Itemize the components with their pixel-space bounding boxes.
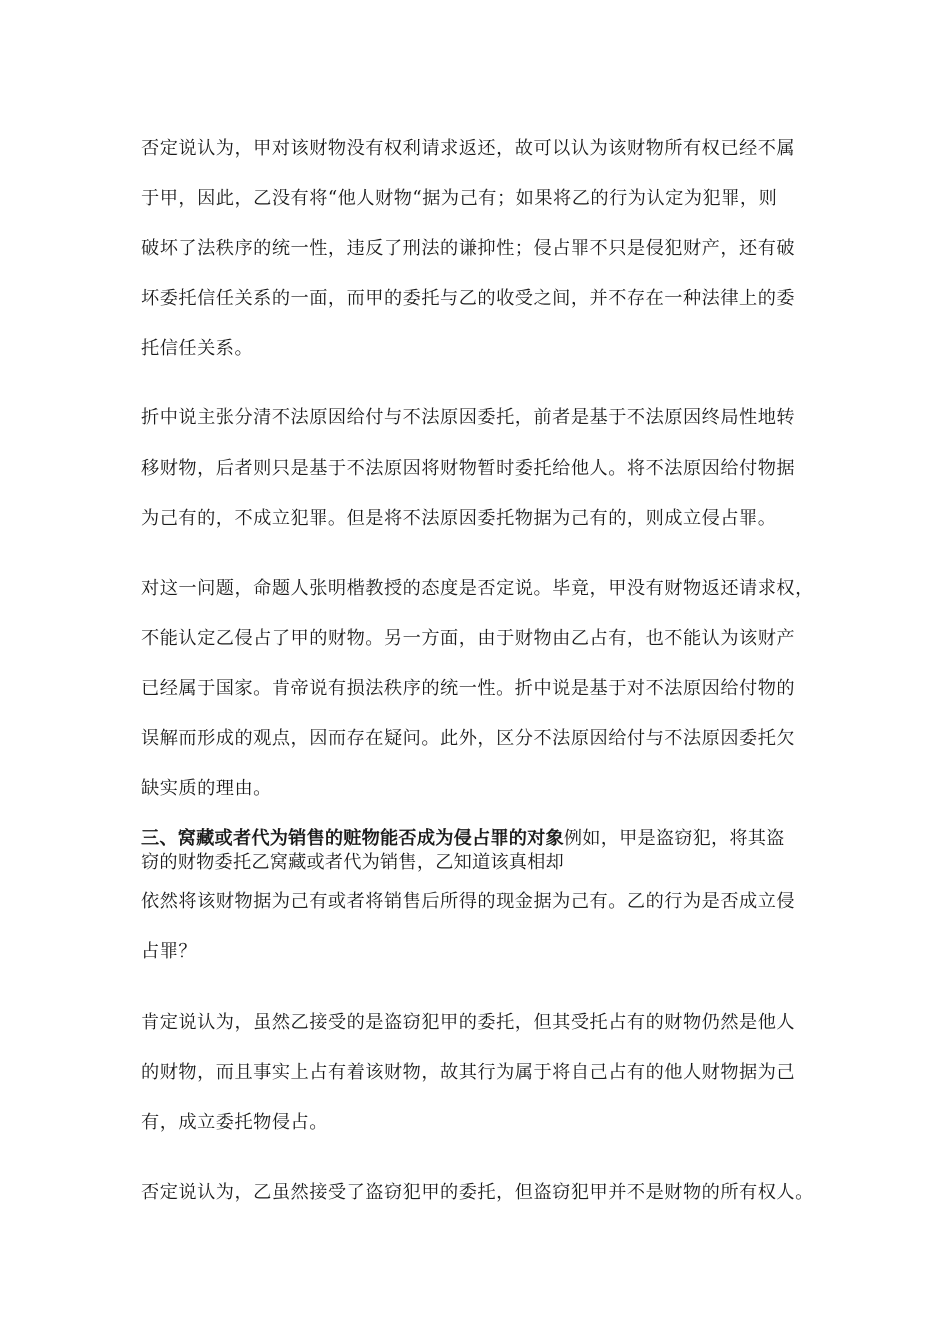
section-heading-line (141, 827, 831, 851)
paragraph-1-line-3: 破坏了法秩序的统一性，违反了刑法的谦抑性；侵占罪不只是侵犯财产，还有破 (141, 238, 796, 259)
paragraph-1-line-2: 于甲，因此，乙没有将“他人财物“据为己有；如果将乙的行为认定为犯罪，则 (141, 188, 778, 209)
paragraph-1-line-5: 托信任关系。 (141, 338, 254, 359)
paragraph-2-line-2: 移财物，后者则只是基于不法原因将财物暂时委托给他人。将不法原因给付物据 (141, 458, 796, 479)
paragraph-3-line-2: 不能认定乙侵占了甲的财物。另一方面，由于财物由乙占有，也不能认为该财产 (141, 628, 796, 649)
paragraph-4-line-3: 占罪？ (141, 941, 198, 962)
paragraph-1-line-4: 坏委托信任关系的一面，而甲的委托与乙的收受之间，并不存在一种法律上的委 (141, 288, 796, 309)
paragraph-4-line-1: 窃的财物委托乙窝藏或者代为销售，乙知道该真相却 (141, 852, 564, 873)
paragraph-2-line-1: 折中说主张分清不法原因给付与不法原因委托，前者是基于不法原因终局性地转 (141, 407, 796, 428)
paragraph-3-line-1: 对这一问题，命题人张明楷教授的态度是否定说。毕竟，甲没有财物返还请求权， (141, 578, 814, 599)
paragraph-3-line-5: 缺实质的理由。 (141, 778, 272, 799)
paragraph-1-line-1: 否定说认为，甲对该财物没有权利请求返还，故可以认为该财物所有权已经不属 (141, 138, 796, 159)
paragraph-3-line-3: 已经属于国家。肯帝说有损法秩序的统一性。折中说是基于对不法原因给付物的 (141, 678, 796, 699)
paragraph-5-line-1: 肯定说认为，虽然乙接受的是盗窃犯甲的委托，但其受托占有的财物仍然是他人 (141, 1012, 796, 1033)
paragraph-3-line-4: 误解而形成的观点，因而存在疑问。此外，区分不法原因给付与不法原因委托欠 (141, 728, 796, 749)
paragraph-2-line-3: 为己有的，不成立犯罪。但是将不法原因委托物据为己有的，则成立侵占罪。 (141, 508, 777, 529)
section-heading: 三、窝藏或者代为销售的赃物能否成为侵占罪的对象 (141, 828, 564, 849)
section-heading-tail: 例如，甲是盗窃犯，将其盗 (563, 828, 785, 849)
paragraph-5-line-2: 的财物，而且事实上占有着该财物，故其行为属于将自己占有的他人财物据为己 (141, 1062, 796, 1083)
paragraph-6-line-1: 否定说认为，乙虽然接受了盗窃犯甲的委托，但盗窃犯甲并不是财物的所有权人。 (141, 1182, 814, 1203)
paragraph-4-line-2: 依然将该财物据为己有或者将销售后所得的现金据为己有。乙的行为是否成立侵 (141, 891, 796, 912)
paragraph-5-line-3: 有，成立委托物侵占。 (141, 1112, 328, 1133)
